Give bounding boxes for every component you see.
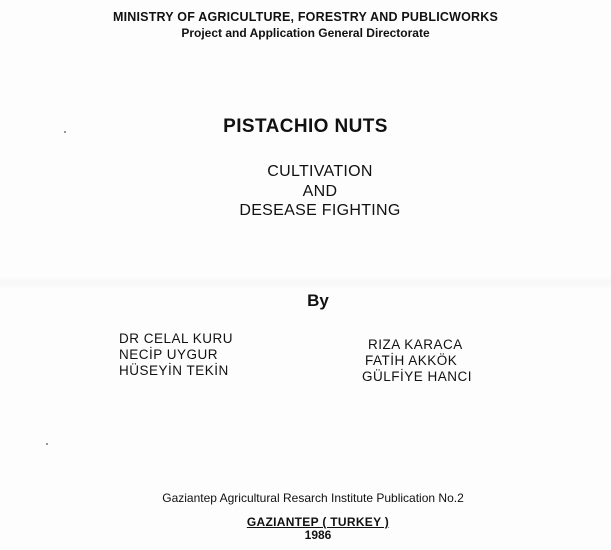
scan-speck: [46, 443, 48, 445]
author-name: NECİP UYGUR: [119, 347, 219, 362]
byline-label: By: [307, 291, 329, 310]
author-name: FATİH AKKÖK: [365, 353, 458, 368]
publication-place: GAZIANTEP ( TURKEY ): [246, 515, 390, 529]
author-name: HÜSEYİN TEKİN: [119, 363, 229, 378]
document-title: PISTACHIO NUTS: [223, 116, 388, 137]
subtitle-line: AND: [302, 183, 338, 200]
author-name: RIZA KARACA: [368, 337, 463, 352]
author-name: GÜLFİYE HANCI: [362, 369, 473, 384]
ministry-name: MINISTRY OF AGRICULTURE, FORESTRY AND PUBLICWORKS: [112, 10, 499, 24]
directorate-name: Project and Application General Directorate: [181, 26, 430, 40]
page-fold: [0, 276, 611, 290]
author-name: DR CELAL KURU: [119, 331, 234, 346]
subtitle-line: DESEASE FIGHTING: [239, 202, 401, 219]
publication-year: 1986: [304, 528, 332, 542]
institute-publication: Gaziantep Agricultural Resarch Institute Publication No.2: [162, 491, 464, 505]
subtitle-line: CULTIVATION: [267, 163, 373, 180]
